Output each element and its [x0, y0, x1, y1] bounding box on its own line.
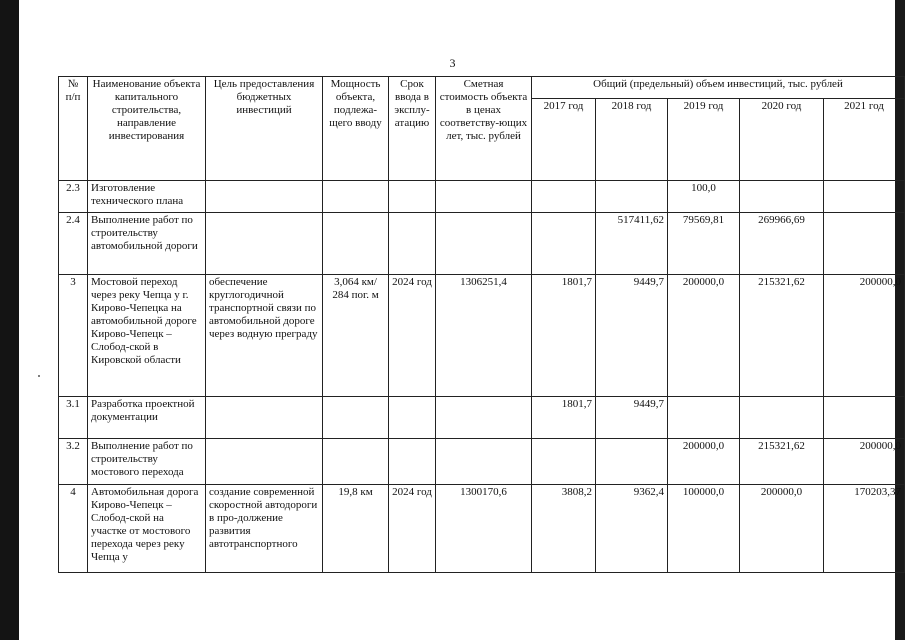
table-row — [59, 213, 905, 275]
table-row — [59, 485, 905, 573]
cell-name: Разработка проектной документации — [88, 397, 206, 439]
cell-2021 — [824, 181, 905, 213]
cell-2019: 100,0 — [668, 181, 740, 213]
investment-table — [58, 76, 905, 573]
cell-2017: 3808,2 — [532, 485, 596, 573]
cell-2020: 200000,0 — [740, 485, 824, 573]
cell-term: 2024 год — [389, 485, 436, 573]
cell-term — [389, 397, 436, 439]
cell-term: 2024 год — [389, 275, 436, 397]
cell-term — [389, 439, 436, 485]
cell-cost — [436, 181, 532, 213]
cell-2018 — [596, 181, 668, 213]
cell-num: 2.4 — [59, 213, 88, 275]
header-name: Наименование объекта капитального строительства, направление инвестирования — [88, 77, 206, 181]
cell-2017 — [532, 181, 596, 213]
cell-2018 — [596, 439, 668, 485]
scan-border-left — [0, 0, 19, 640]
cell-2020: 269966,69 — [740, 213, 824, 275]
cell-2018: 9362,4 — [596, 485, 668, 573]
cell-2017 — [532, 439, 596, 485]
cell-2019: 100000,0 — [668, 485, 740, 573]
header-year-2019: 2019 год — [668, 99, 740, 181]
cell-2019: 200000,0 — [668, 275, 740, 397]
cell-capacity: 3,064 км/ 284 пог. м — [323, 275, 389, 397]
cell-2020: 215321,62 — [740, 439, 824, 485]
cell-2018: 517411,62 — [596, 213, 668, 275]
cell-cost — [436, 439, 532, 485]
cell-term — [389, 181, 436, 213]
cell-name: Автомобильная дорога Кирово-Чепецк – Слобод-ской на участке от мостового перехода через реку Чепца у — [88, 485, 206, 573]
cell-name: Изготовление технического плана — [88, 181, 206, 213]
cell-2021: 200000,0 — [824, 275, 905, 397]
table-row — [59, 275, 905, 397]
header-goal: Цель предоставления бюджетных инвестиций — [206, 77, 323, 181]
cell-goal — [206, 181, 323, 213]
cell-num: 2.3 — [59, 181, 88, 213]
table-row — [59, 439, 905, 485]
cell-cost — [436, 397, 532, 439]
header-year-2018: 2018 год — [596, 99, 668, 181]
cell-capacity: 19,8 км — [323, 485, 389, 573]
header-year-2020: 2020 год — [740, 99, 824, 181]
cell-num: 3.2 — [59, 439, 88, 485]
cell-2021 — [824, 213, 905, 275]
cell-goal: обеспечение круглогодичной транспортной связи по автомобильной дороге через водную преграду — [206, 275, 323, 397]
page-number: 3 — [449, 56, 456, 70]
cell-cost — [436, 213, 532, 275]
cell-capacity — [323, 439, 389, 485]
cell-2021: 170203,37 — [824, 485, 905, 573]
cell-capacity — [323, 397, 389, 439]
cell-num: 4 — [59, 485, 88, 573]
cell-num: 3 — [59, 275, 88, 397]
cell-2020 — [740, 397, 824, 439]
cell-num: 3.1 — [59, 397, 88, 439]
cell-2019 — [668, 397, 740, 439]
cell-term — [389, 213, 436, 275]
cell-cost: 1306251,4 — [436, 275, 532, 397]
header-term: Срок ввода в эксплу-атацию — [389, 77, 436, 181]
scan-speck — [38, 375, 40, 377]
cell-2021 — [824, 397, 905, 439]
header-num: № п/п — [59, 77, 88, 181]
header-cost: Сметная стоимость объекта в ценах соответству-ющих лет, тыс. рублей — [436, 77, 532, 181]
cell-goal: создание современной скоростной автодороги в про-должение развития автотранспортного — [206, 485, 323, 573]
cell-2017 — [532, 213, 596, 275]
cell-2020 — [740, 181, 824, 213]
cell-2018: 9449,7 — [596, 397, 668, 439]
cell-capacity — [323, 213, 389, 275]
cell-2021: 200000,0 — [824, 439, 905, 485]
cell-2017: 1801,7 — [532, 275, 596, 397]
cell-2018: 9449,7 — [596, 275, 668, 397]
cell-goal — [206, 213, 323, 275]
header-year-2017: 2017 год — [532, 99, 596, 181]
table-row — [59, 397, 905, 439]
cell-2019: 200000,0 — [668, 439, 740, 485]
header-capacity: Мощность объекта, подлежа-щего вводу — [323, 77, 389, 181]
cell-capacity — [323, 181, 389, 213]
cell-name: Выполнение работ по строительству мостового перехода — [88, 439, 206, 485]
cell-cost: 1300170,6 — [436, 485, 532, 573]
header-investment: Общий (предельный) объем инвестиций, тыс. рублей — [532, 77, 905, 99]
cell-name: Мостовой переход через реку Чепца у г. Кирово-Чепецка на автомобильной дороге Кирово-Чепецк – Слобод-ской в Кировской области — [88, 275, 206, 397]
cell-goal — [206, 397, 323, 439]
header-year-2021: 2021 год — [824, 99, 905, 181]
cell-name: Выполнение работ по строительству автомобильной дороги — [88, 213, 206, 275]
cell-2019: 79569,81 — [668, 213, 740, 275]
cell-goal — [206, 439, 323, 485]
cell-2020: 215321,62 — [740, 275, 824, 397]
cell-2017: 1801,7 — [532, 397, 596, 439]
table-row — [59, 181, 905, 213]
